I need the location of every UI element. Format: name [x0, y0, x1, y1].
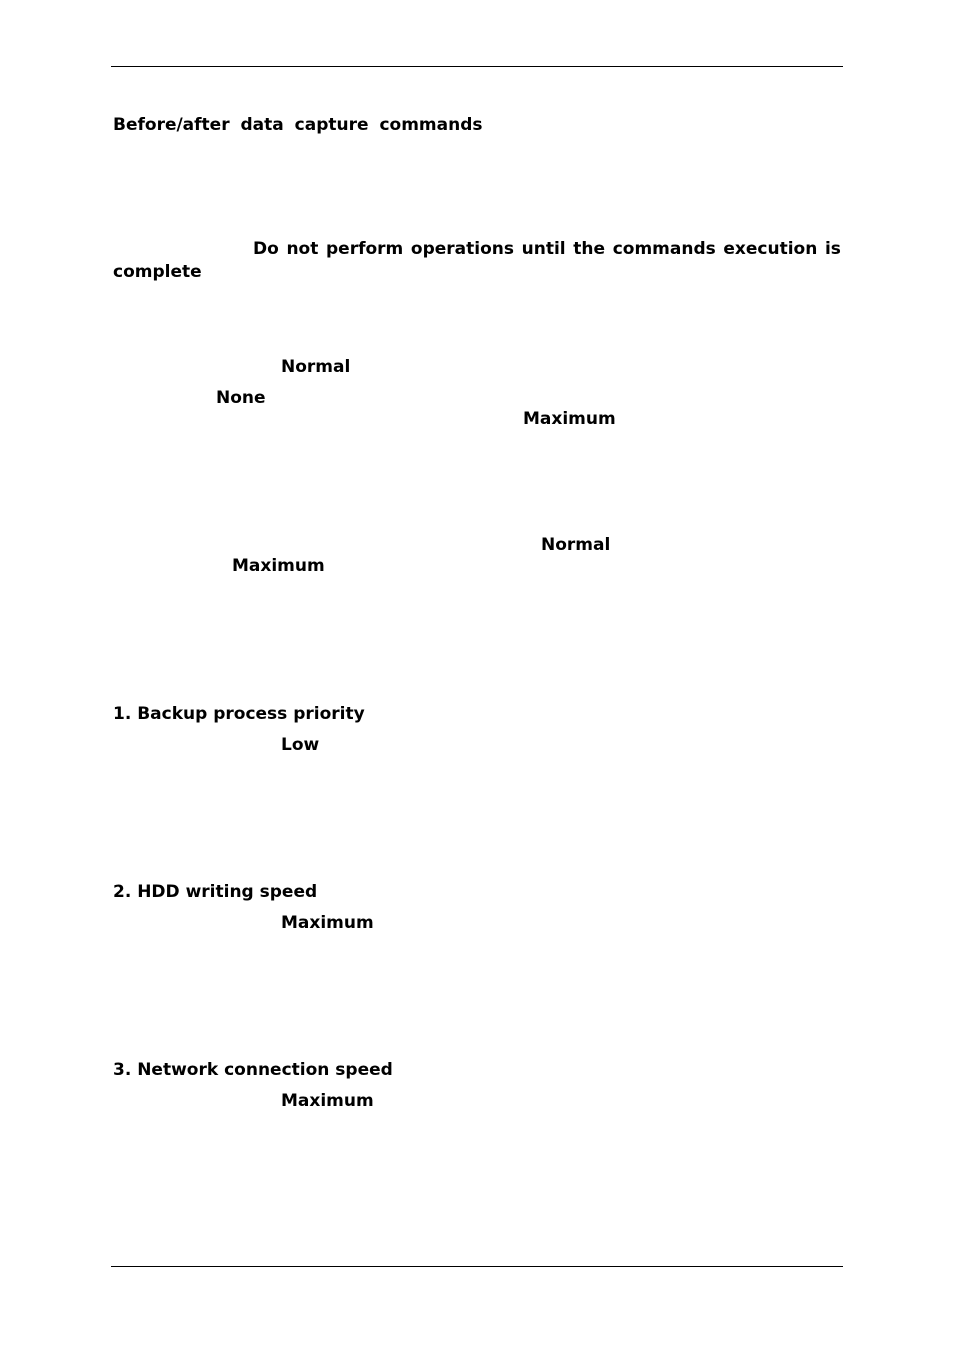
default-value-normal: Normal	[281, 357, 351, 377]
warning-word: is	[824, 239, 841, 259]
default-value-maximum: Maximum	[232, 556, 325, 576]
warning-word: until	[521, 239, 566, 259]
warning-word: perform	[326, 239, 404, 259]
warning-word: operations	[410, 239, 514, 259]
default-value-none: None	[216, 388, 266, 408]
warning-word: not	[286, 239, 319, 259]
warning-word: the	[573, 239, 606, 259]
footer-rule	[111, 1266, 843, 1267]
warning-line	[253, 239, 841, 259]
warning-word: Do	[253, 239, 279, 259]
warning-word: execution	[723, 239, 818, 259]
section-default-value: Low	[281, 735, 320, 755]
section-default-value: Maximum	[281, 1091, 374, 1111]
default-value-maximum: Maximum	[523, 409, 616, 429]
section-title-network-connection-speed: 3. Network connection speed	[113, 1060, 393, 1080]
default-value-normal: Normal	[541, 535, 611, 555]
warning-continuation: complete	[113, 262, 202, 282]
commands-heading: Before/after data capture commands	[113, 115, 483, 135]
warning-word: commands	[612, 239, 716, 259]
header-rule	[111, 66, 843, 67]
section-title-backup-priority: 1. Backup process priority	[113, 704, 365, 724]
section-title-hdd-writing-speed: 2. HDD writing speed	[113, 882, 318, 902]
section-default-value: Maximum	[281, 913, 374, 933]
